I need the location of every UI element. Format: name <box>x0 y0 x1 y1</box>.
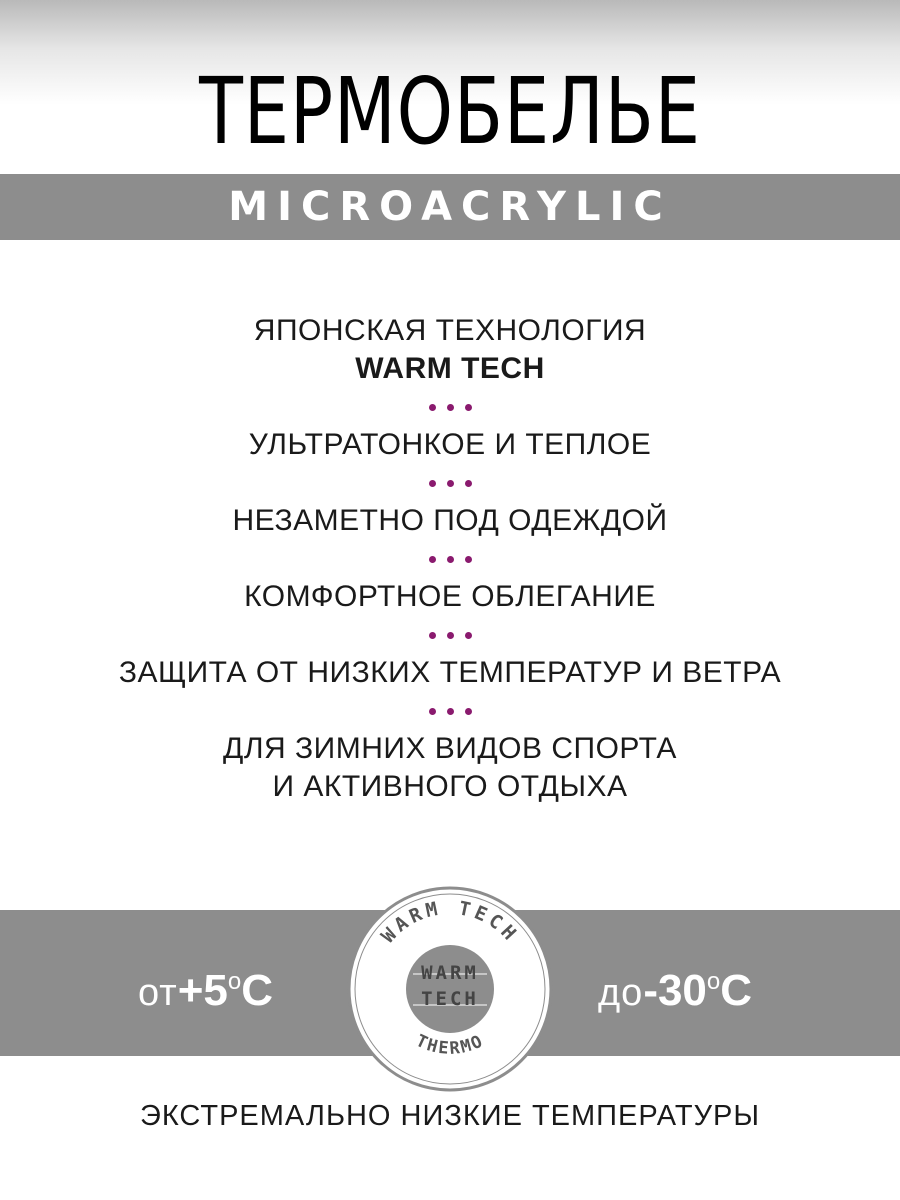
temperature-to-prefix: до <box>598 972 644 1014</box>
dot-icon <box>429 556 436 563</box>
subtitle-band <box>0 174 900 240</box>
feature-winter-sports-line2: И АКТИВНОГО ОТДЫХА <box>272 770 628 803</box>
temperature-to <box>598 952 753 1015</box>
feature-ultrathin: УЛЬТРАТОНКОЕ И ТЕПЛОЕ <box>248 428 652 461</box>
separator-dots <box>0 692 900 730</box>
celsius-unit: C <box>241 966 274 1015</box>
temperature-to-value: -30 <box>643 966 707 1015</box>
feature-technology-label: ЯПОНСКАЯ ТЕХНОЛОГИЯ <box>253 314 647 347</box>
dot-icon <box>429 480 436 487</box>
dot-icon <box>465 480 472 487</box>
badge-bottom-arc-text: THERMO <box>412 1030 488 1059</box>
feature-list <box>0 312 900 806</box>
dot-icon <box>447 404 454 411</box>
separator-dots <box>0 388 900 426</box>
badge-top-arc-text: WARM TECH <box>377 897 523 948</box>
badge-center-line1: WARM <box>421 962 479 984</box>
feature-winter-sports-line1: ДЛЯ ЗИМНИХ ВИДОВ СПОРТА <box>223 732 677 765</box>
temperature-from-value: +5 <box>177 966 228 1015</box>
feature-invisible: НЕЗАМЕТНО ПОД ОДЕЖДОЙ <box>232 504 668 537</box>
badge-center-line2: TECH <box>421 988 479 1010</box>
separator-dots <box>0 540 900 578</box>
dot-icon <box>429 404 436 411</box>
dot-icon <box>465 556 472 563</box>
dot-icon <box>447 632 454 639</box>
temperature-from <box>138 952 274 1015</box>
material-subtitle: MICROACRYLIC <box>228 184 672 230</box>
dot-icon <box>447 708 454 715</box>
dot-icon <box>447 480 454 487</box>
feature-technology-name: WARM TECH <box>355 352 545 385</box>
dot-icon <box>429 632 436 639</box>
dot-icon <box>465 404 472 411</box>
celsius-unit: C <box>720 966 753 1015</box>
page-title: ТЕРМОБЕЛЬЕ <box>199 58 701 165</box>
feature-protection: ЗАЩИТА ОТ НИЗКИХ ТЕМПЕРАТУР И ВЕТРА <box>118 656 782 689</box>
dot-icon <box>447 556 454 563</box>
dot-icon <box>465 632 472 639</box>
separator-dots <box>0 616 900 654</box>
dot-icon <box>429 708 436 715</box>
dot-icon <box>465 708 472 715</box>
degree-sign: о <box>706 968 721 995</box>
degree-sign: о <box>227 968 242 995</box>
separator-dots <box>0 464 900 502</box>
footer-caption: ЭКСТРЕМАЛЬНО НИЗКИЕ ТЕМПЕРАТУРЫ <box>139 1100 761 1132</box>
feature-winter-sports <box>0 730 900 806</box>
feature-technology <box>0 312 900 388</box>
feature-comfort-fit: КОМФОРТНОЕ ОБЛЕГАНИЕ <box>244 580 656 613</box>
warm-tech-badge-logo <box>347 886 553 1092</box>
temperature-from-prefix: от <box>138 972 178 1014</box>
